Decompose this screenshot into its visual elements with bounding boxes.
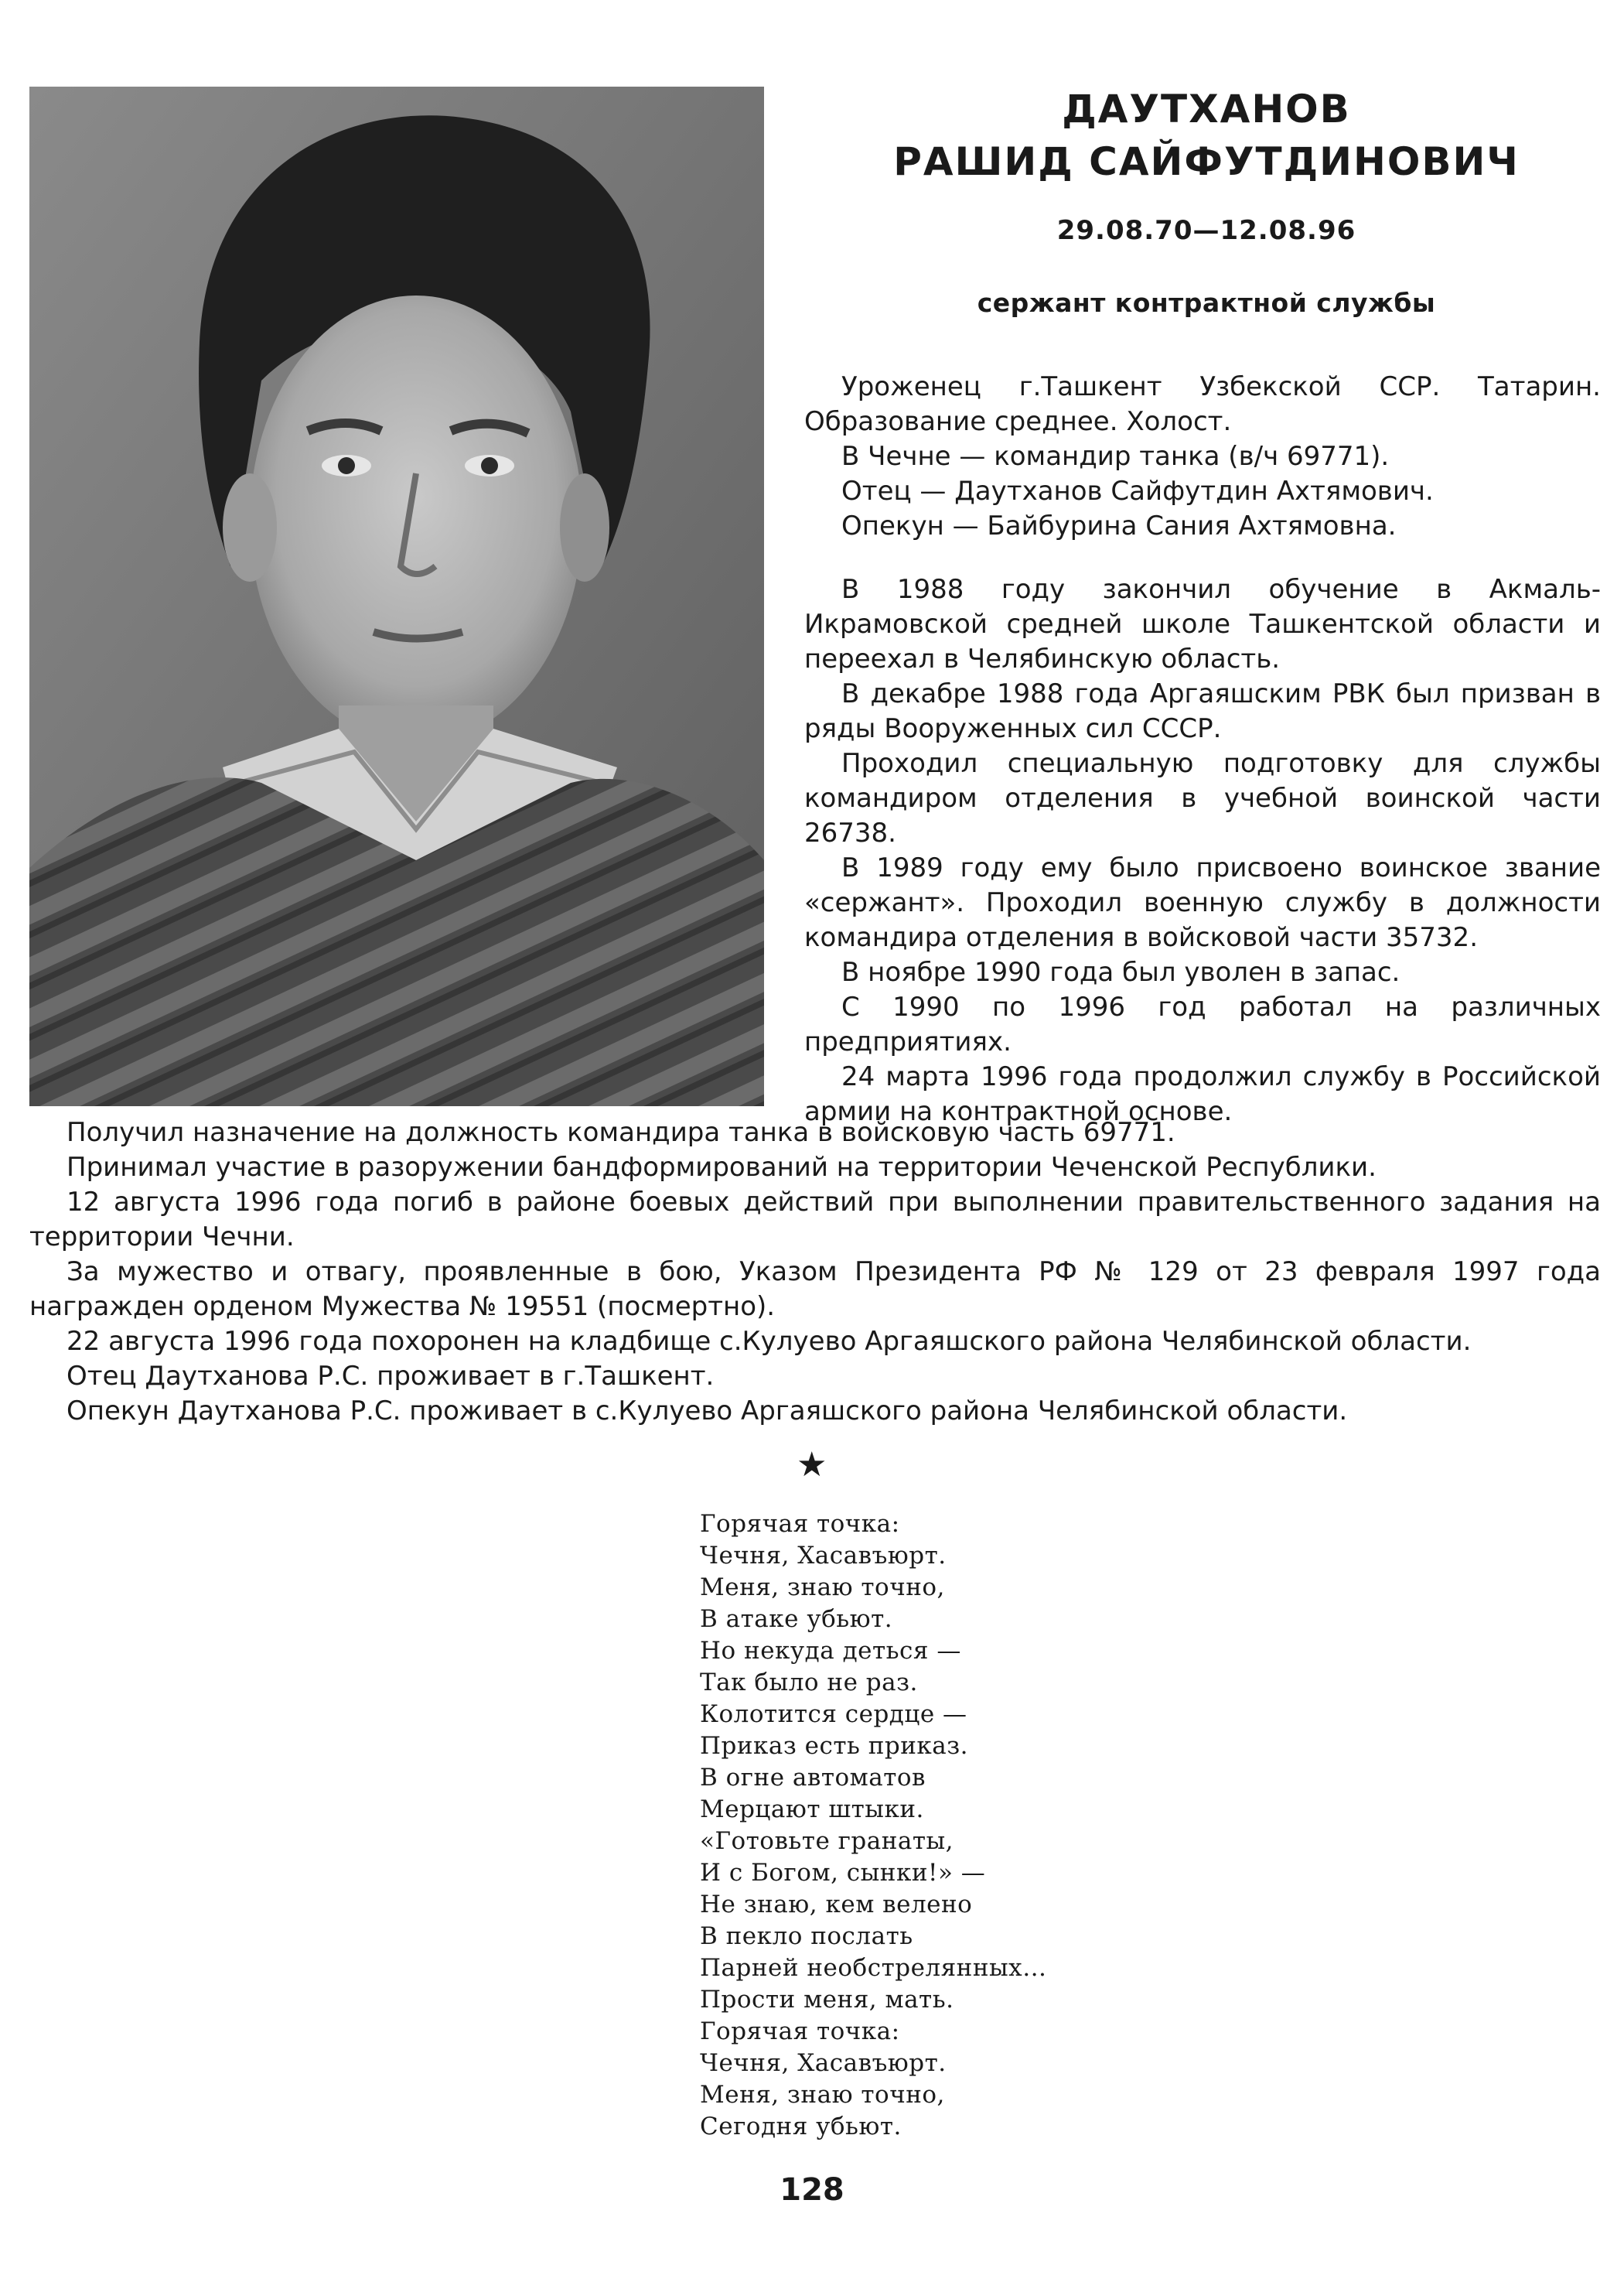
bio-paragraph: В ноябре 1990 года был уволен в запас. (841, 957, 1401, 988)
military-rank: сержант контрактной службы (977, 288, 1436, 318)
poem-line: Прости меня, мать. (700, 1986, 954, 2014)
bio-paragraph: Принимал участие в разоружении бандформирований на территории Чеченской Республики. (67, 1152, 1377, 1183)
poem-line: Приказ есть приказ. (700, 1732, 969, 1760)
bio-paragraph: В 1989 году ему было присвоено воинское звание «сержант». Проходил военную службу в должности командира отделения в войсковой части 35732. (804, 852, 1601, 953)
bio-paragraph: За мужество и отвагу, проявленные в бою, Указом Президента РФ № 129 от 23 февраля 1997 года награжден орденом Мужества № 19551 (посмертно). (29, 1256, 1601, 1322)
bio-paragraph: С 1990 по 1996 год работал на различных предприятиях. (804, 992, 1601, 1057)
bio-paragraph: Проходил специальную подготовку для службы командиром отделения в учебной воинской части 26738. (804, 748, 1601, 849)
bio-paragraph: В декабре 1988 года Аргаяшским РВК был призван в ряды Вооруженных сил СССР. (804, 678, 1601, 744)
poem-line: Горячая точка: (700, 1510, 900, 1538)
bio-intro-paragraph: Опекун — Байбурина Сания Ахтямовна. (841, 511, 1397, 541)
person-surname: ДАУТХАНОВ (1062, 87, 1351, 132)
bio-intro-paragraph: Уроженец г.Ташкент Узбекской ССР. Татарин. Образование среднее. Холост. (804, 371, 1601, 437)
poem-line: Сегодня убьют. (700, 2113, 902, 2140)
poem-line: Меня, знаю точно, (700, 1573, 945, 1601)
page-number: 128 (780, 2172, 844, 2208)
portrait-photo (29, 87, 764, 1106)
poem-line: И с Богом, сынки!» — (700, 1859, 986, 1887)
bio-full-width (29, 1115, 1601, 1429)
bio-paragraph: 24 марта 1996 года продолжил службу в Российской армии на контрактной основе. (804, 1061, 1601, 1127)
poem-line: Парней необстрелянных… (700, 1954, 1047, 1982)
person-given-names: РАШИД САЙФУТДИНОВИЧ (893, 139, 1520, 184)
life-dates: 29.08.70—12.08.96 (1056, 215, 1356, 246)
poem-line: Чечня, Хасавъюрт. (700, 1542, 947, 1570)
poem-line: Горячая точка: (700, 2017, 900, 2045)
poem (700, 1508, 1047, 2143)
bio-intro-paragraph: В Чечне — командир танка (в/ч 69771). (841, 441, 1390, 472)
bio-paragraph: Отец Даутханова Р.С. проживает в г.Ташкент. (67, 1361, 715, 1392)
bio-intro (804, 370, 1601, 544)
bio-paragraph: Опекун Даутханова Р.С. проживает в с.Кулуево Аргаяшского района Челябинской области. (67, 1396, 1348, 1426)
poem-line: Колотится сердце — (700, 1700, 967, 1728)
bio-main (804, 572, 1601, 1129)
bio-paragraph: 12 августа 1996 года погиб в районе боевых действий при выполнении правительственного задания на территории Чечни. (29, 1187, 1601, 1252)
poem-line: Так было не раз. (700, 1669, 918, 1696)
bio-intro-paragraph: Отец — Даутханов Сайфутдин Ахтямович. (841, 476, 1434, 507)
bio-paragraph: 22 августа 1996 года похоронен на кладбище с.Кулуево Аргаяшского района Челябинской области. (67, 1326, 1472, 1357)
poem-line: Не знаю, кем велено (700, 1891, 973, 1918)
poem-line: Мерцают штыки. (700, 1795, 924, 1823)
poem-line: Но некуда деться — (700, 1637, 961, 1665)
poem-line: В атаке убьют. (700, 1605, 893, 1633)
bio-paragraph: Получил назначение на должность командира танка в войсковую часть 69771. (67, 1117, 1175, 1148)
star-icon: ★ (797, 1445, 827, 1484)
poem-line: Меня, знаю точно, (700, 2081, 945, 2109)
poem-line: В огне автоматов (700, 1764, 926, 1792)
poem-line: «Готовьте гранаты, (700, 1827, 954, 1855)
poem-line: Чечня, Хасавъюрт. (700, 2049, 947, 2077)
bio-paragraph: В 1988 году закончил обучение в Акмаль-Икрамовской средней школе Ташкентской области и переехал в Челябинскую область. (804, 574, 1601, 675)
poem-line: В пекло послать (700, 1922, 913, 1950)
